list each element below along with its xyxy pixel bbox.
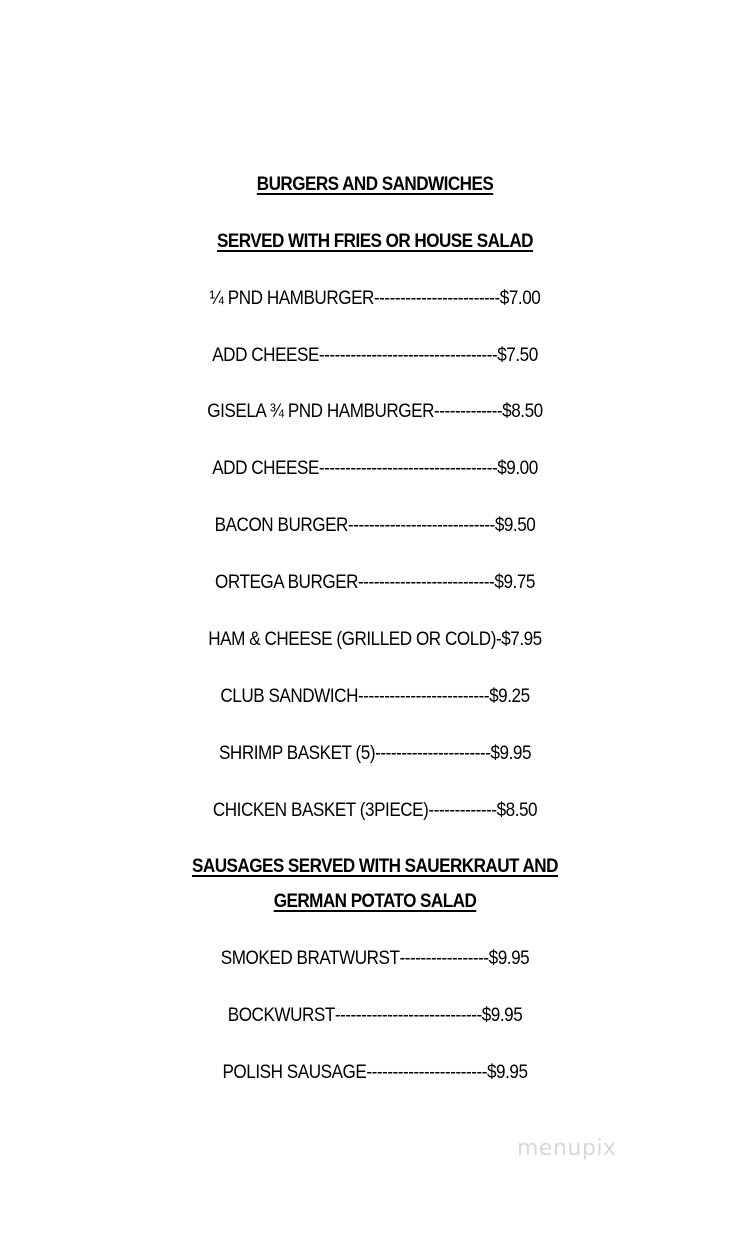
item-leader: -------------------------- [358, 572, 495, 593]
item-leader: ----------------------- [366, 1062, 487, 1083]
item-price: $9.75 [494, 572, 535, 593]
item-price: $9.00 [497, 458, 538, 479]
item-price: $9.95 [490, 743, 532, 764]
menu-item [38, 742, 713, 766]
item-name: ADD CHEESE [212, 458, 319, 479]
section-subtitle-burgers: SERVED WITH FRIES OR HOUSE SALAD [217, 231, 533, 252]
menu-item [38, 947, 713, 971]
menupix-watermark: menupix [517, 1136, 617, 1161]
item-name: CLUB SANDWICH [220, 686, 358, 707]
menu-item [38, 514, 713, 538]
menu-item [38, 287, 713, 311]
item-name: BOCKWURST [227, 1005, 335, 1026]
item-price: $7.00 [499, 288, 541, 309]
menu-item [38, 457, 713, 481]
item-name: HAM & CHEESE (GRILLED OR COLD) [208, 629, 496, 650]
item-name: ¼ PND HAMBURGER [209, 288, 374, 309]
item-price: $9.95 [486, 1062, 528, 1083]
item-leader: ------------- [433, 401, 503, 422]
item-price: $9.95 [481, 1005, 523, 1026]
menu-item [38, 799, 713, 823]
item-name: GISELA ¾ PND HAMBURGER [207, 401, 434, 422]
item-name: BACON BURGER [214, 515, 348, 536]
menu-item [38, 1004, 713, 1028]
item-leader: ---------------------------------- [318, 345, 498, 366]
menu-item [38, 628, 713, 652]
item-leader: ------------------------- [357, 686, 490, 707]
section-title-sausages: SAUSAGES SERVED WITH SAUERKRAUT AND [192, 856, 558, 877]
item-leader: ------------- [428, 800, 497, 821]
item-leader: ---------------------------------- [318, 458, 498, 479]
menu-item [38, 1061, 713, 1085]
item-leader: ---------------------------- [347, 515, 495, 536]
item-price: $9.95 [488, 948, 530, 969]
item-name: ORTEGA BURGER [215, 572, 359, 593]
item-price: $7.95 [501, 629, 542, 650]
menu-item [38, 400, 713, 424]
section-title-burgers: BURGERS AND SANDWICHES [256, 174, 494, 195]
item-price: $8.50 [496, 800, 538, 821]
section-subtitle-sausages: GERMAN POTATO SALAD [273, 891, 477, 912]
menu-item [38, 571, 713, 595]
item-price: $9.25 [489, 686, 530, 707]
item-name: CHICKEN BASKET (3PIECE) [212, 800, 429, 821]
item-name: ADD CHEESE [212, 345, 319, 366]
item-name: SHRIMP BASKET (5) [218, 743, 376, 764]
item-price: $7.50 [497, 345, 538, 366]
menu-item [38, 344, 713, 368]
item-leader: ------------------------ [373, 288, 500, 309]
item-leader: ---------------------- [375, 743, 491, 764]
item-leader: ----------------- [399, 948, 489, 969]
item-name: POLISH SAUSAGE [222, 1062, 367, 1083]
item-leader: - [495, 629, 502, 650]
item-price: $9.50 [494, 515, 536, 536]
menu-item [38, 685, 713, 709]
item-price: $8.50 [502, 401, 543, 422]
item-name: SMOKED BRATWURST [220, 948, 400, 969]
item-leader: ---------------------------- [334, 1005, 482, 1026]
